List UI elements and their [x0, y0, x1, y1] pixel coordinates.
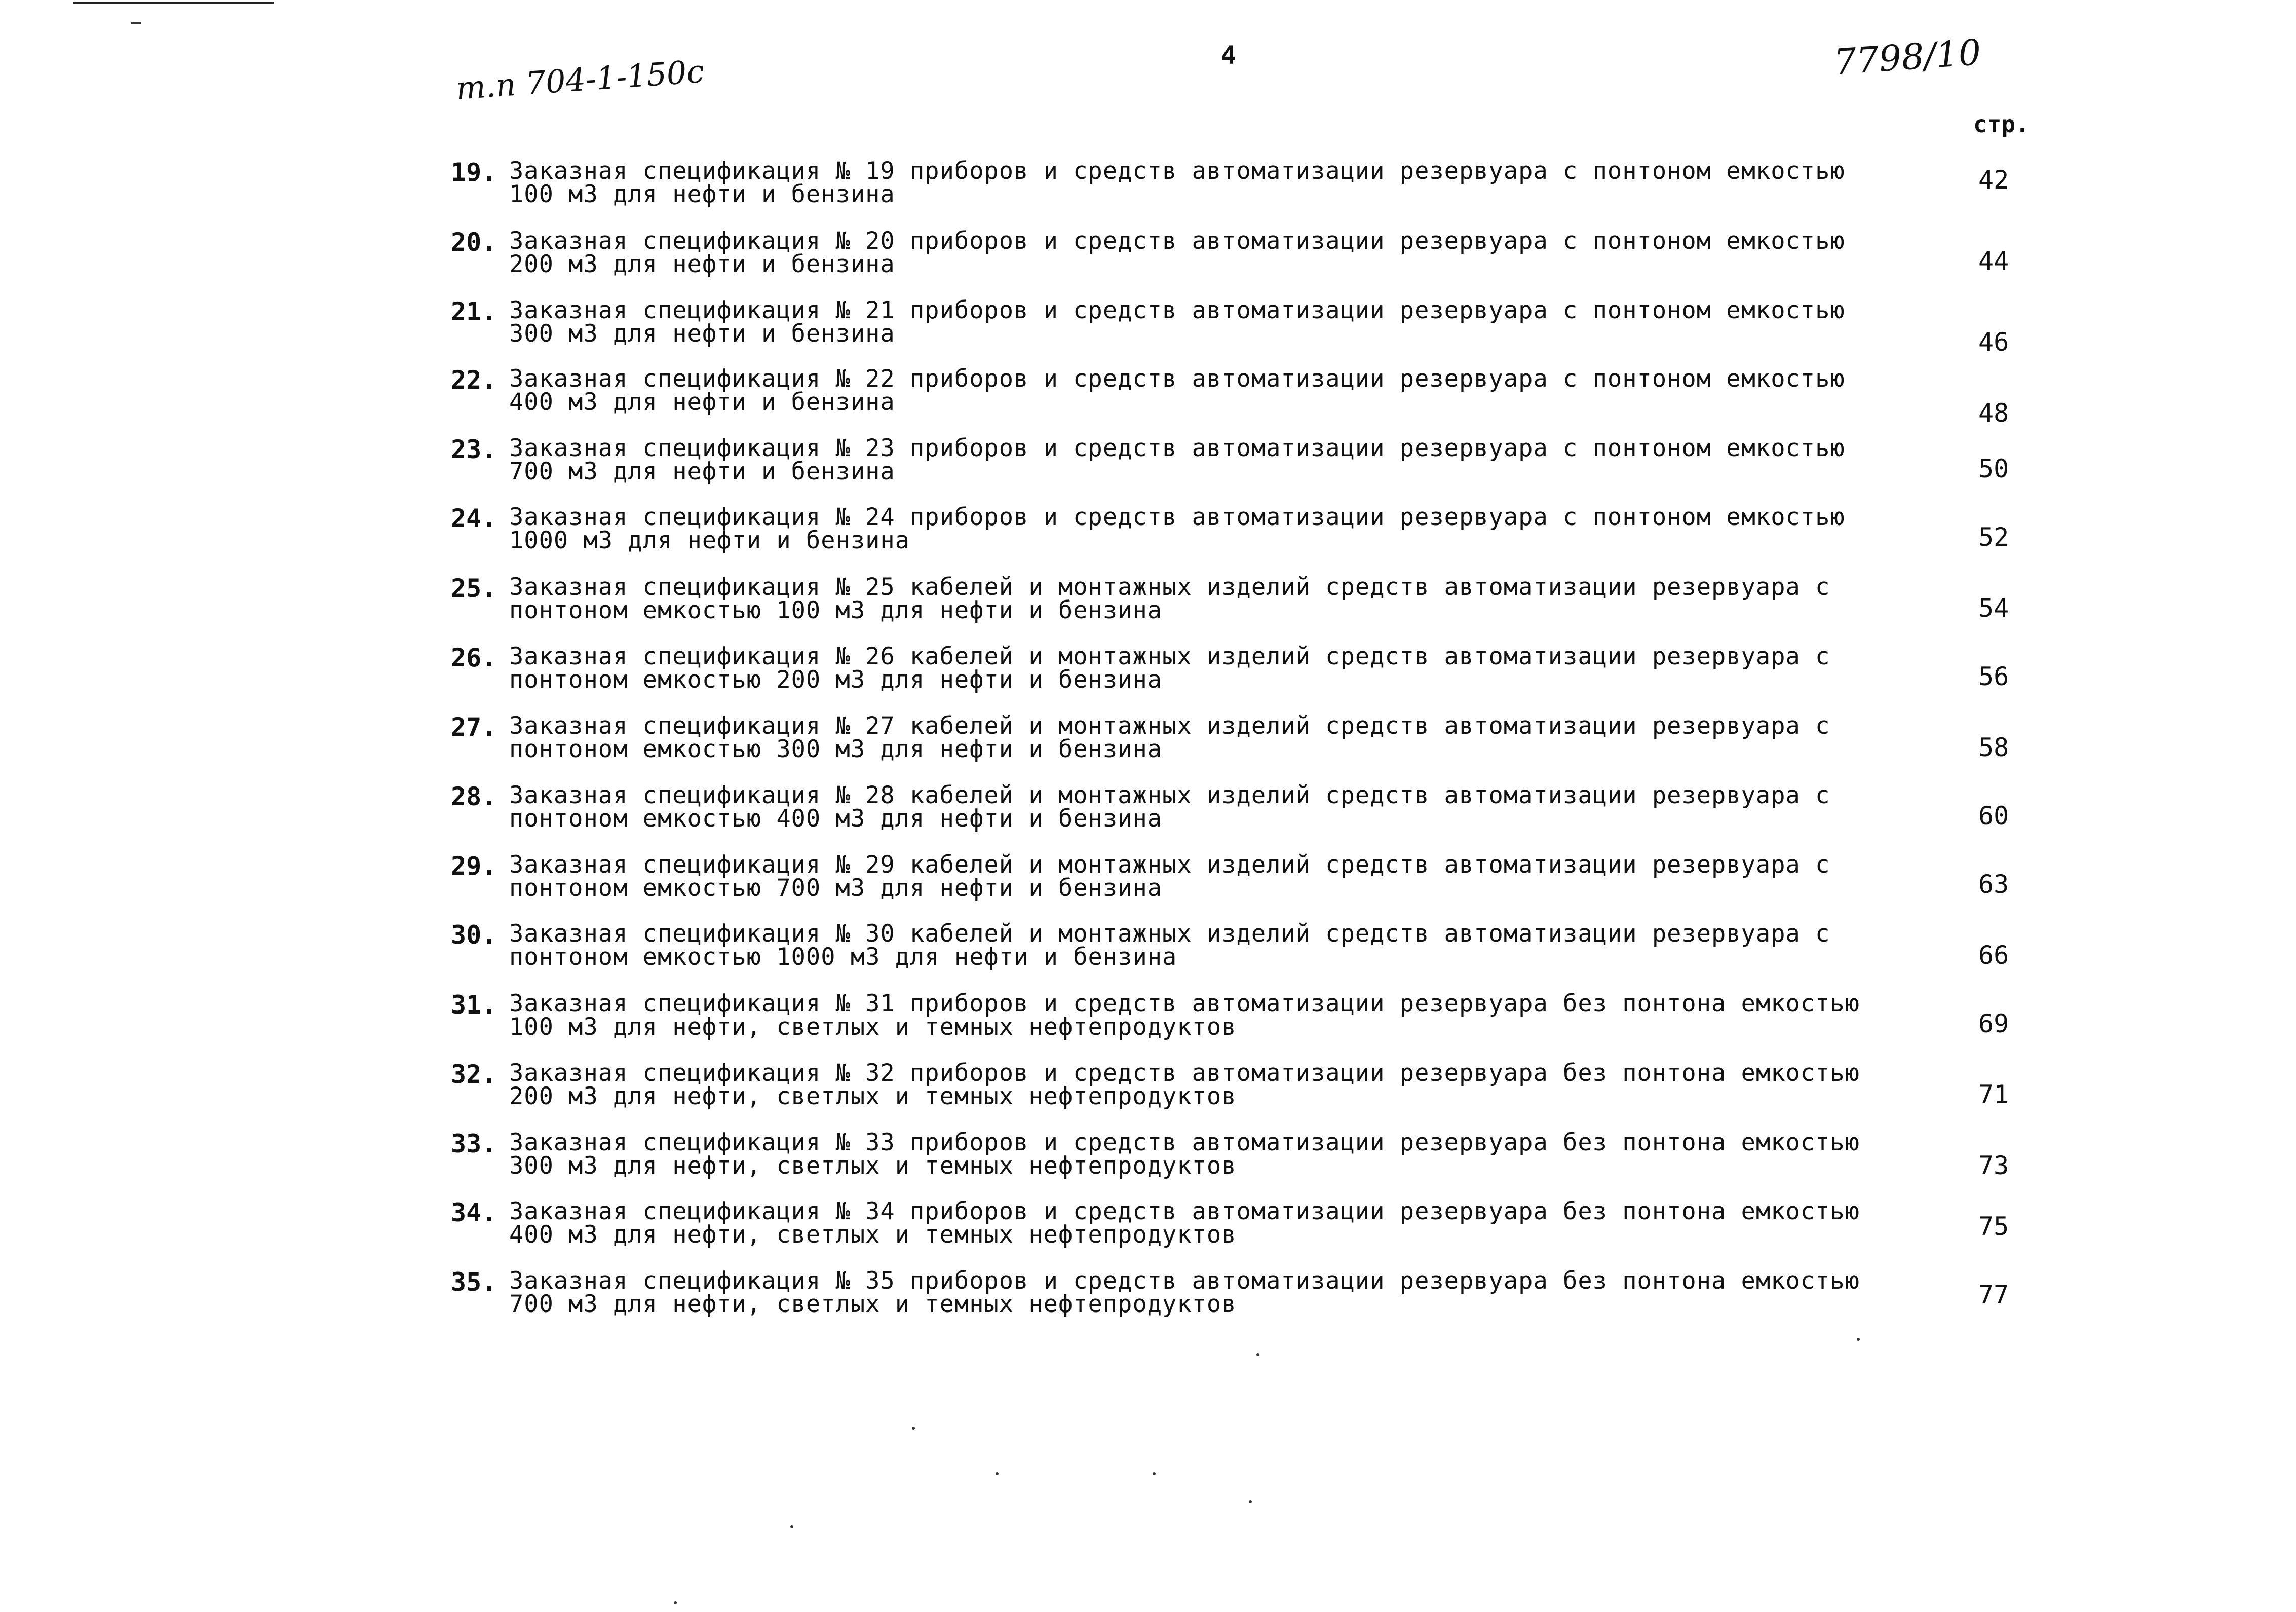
scan-speck [1153, 1472, 1156, 1475]
entry-title-line1: Заказная спецификация № 22 приборов и средств автоматизации резервуара с понтоном емкостью [509, 365, 1845, 393]
handwritten-project-code: т.п 704-1-150с [454, 52, 706, 107]
entry-title [509, 367, 1852, 414]
entry-number: 21. [451, 297, 497, 326]
entry-page-number: 69 [1978, 1009, 2009, 1038]
entry-title-line2: понтоном емкостью 700 м3 для нефти и бензина [509, 874, 1163, 902]
entry-number: 22. [451, 365, 497, 395]
entry-title-line1: Заказная спецификация № 30 кабелей и монтажных изделий средств автоматизации резервуара с [509, 920, 1830, 948]
contents-entry [0, 1059, 2296, 1117]
scan-speck [912, 1427, 915, 1430]
entry-title-line2: понтоном емкостью 100 м3 для нефти и бензина [509, 596, 1163, 624]
contents-entry [0, 157, 2296, 215]
entry-title-line2: 300 м3 для нефти и бензина [509, 320, 895, 348]
contents-entry [0, 503, 2296, 561]
entry-title [509, 503, 1852, 554]
entry-title-line2: 700 м3 для нефти и бензина [509, 458, 895, 485]
entry-title-line2: 100 м3 для нефти и бензина [509, 180, 895, 208]
entry-number: 19. [451, 158, 497, 187]
entry-title [509, 712, 1852, 763]
entry-title [509, 434, 1852, 485]
entry-title-line2: 700 м3 для нефти, светлых и темных нефтепродуктов [509, 1290, 1237, 1318]
contents-entry [0, 1269, 2296, 1325]
entry-number: 29. [451, 851, 497, 881]
entry-page-number: 77 [1978, 1280, 2009, 1309]
contents-entry [0, 365, 2296, 428]
entry-title [509, 1267, 1860, 1318]
entry-title-line1: Заказная спецификация № 33 приборов и средств автоматизации резервуара без понтона емкостью [509, 1129, 1860, 1156]
entry-number: 23. [451, 435, 497, 464]
entry-number: 35. [451, 1267, 497, 1297]
entry-page-number: 75 [1978, 1212, 2009, 1241]
entry-number: 24. [451, 504, 497, 533]
entry-page-number: 54 [1978, 593, 2009, 623]
entry-title-line1: Заказная спецификация № 21 приборов и средств автоматизации резервуара с понтоном емкостью [509, 296, 1845, 324]
entry-title [509, 645, 1852, 692]
entry-title-line2: 200 м3 для нефти и бензина [509, 250, 895, 278]
entry-page-number: 63 [1978, 870, 2009, 899]
entry-page-number: 71 [1978, 1080, 2009, 1109]
entry-page-number: 48 [1978, 398, 2009, 428]
entry-title-line1: Заказная спецификация № 28 кабелей и монтажных изделий средств автоматизации резервуара с [509, 781, 1830, 809]
entry-number: 32. [451, 1060, 497, 1089]
entry-page-number: 58 [1978, 733, 2009, 762]
entry-title-line2: понтоном емкостью 300 м3 для нефти и бензина [509, 735, 1163, 763]
entry-title-line1: Заказная спецификация № 19 приборов и средств автоматизации резервуара с понтоном емкостью [509, 157, 1845, 185]
entry-number: 28. [451, 782, 497, 811]
entry-title [509, 922, 1852, 969]
entry-title-line2: понтоном емкостью 200 м3 для нефти и бензина [509, 666, 1163, 694]
entry-number: 33. [451, 1129, 497, 1158]
entry-title-line1: Заказная спецификация № 27 кабелей и монтажных изделий средств автоматизации резервуара с [509, 712, 1830, 740]
entry-title-line2: 400 м3 для нефти, светлых и темных нефтепродуктов [509, 1221, 1237, 1249]
entry-number: 31. [451, 990, 497, 1020]
entry-title [509, 157, 1852, 208]
contents-entry [0, 712, 2296, 770]
entry-title [509, 296, 1852, 348]
scan-speck [790, 1525, 793, 1528]
entry-title-line1: Заказная спецификация № 32 приборов и средств автоматизации резервуара без понтона емкостью [509, 1059, 1860, 1087]
entry-title-line2: понтоном емкостью 1000 м3 для нефти и бензина [509, 943, 1177, 971]
entry-page-number: 50 [1978, 454, 2009, 483]
entry-title-line1: Заказная спецификация № 26 кабелей и монтажных изделий средств автоматизации резервуара с [509, 643, 1830, 670]
entry-title [509, 227, 1852, 278]
entry-page-number: 56 [1978, 662, 2009, 691]
entry-page-number: 60 [1978, 801, 2009, 831]
entry-number: 27. [451, 713, 497, 742]
contents-entry [0, 227, 2296, 285]
contents-entry [0, 1131, 2296, 1187]
page-number: 4 [1221, 41, 1237, 70]
entry-page-number: 42 [1978, 165, 2009, 195]
page-column-header: стр. [1973, 110, 2030, 138]
entry-title [509, 990, 1860, 1041]
entry-title-line2: 200 м3 для нефти, светлых и темных нефтепродуктов [509, 1082, 1237, 1110]
entry-title-line2: 300 м3 для нефти, светлых и темных нефтепродуктов [509, 1152, 1237, 1180]
entry-page-number: 66 [1978, 941, 2009, 970]
entry-title-line2: 100 м3 для нефти, светлых и темных нефтепродуктов [509, 1013, 1237, 1041]
entry-number: 30. [451, 920, 497, 950]
entry-title [509, 853, 1852, 900]
entry-title-line1: Заказная спецификация № 24 приборов и средств автоматизации резервуара с понтоном емкостью [509, 503, 1845, 531]
entry-title-line1: Заказная спецификация № 20 приборов и средств автоматизации резервуара с понтоном емкостью [509, 227, 1845, 255]
handwritten-archive-number: 7798/10 [1832, 31, 1982, 83]
contents-entry [0, 922, 2296, 978]
entry-title-line1: Заказная спецификация № 25 кабелей и монтажных изделий средств автоматизации резервуара с [509, 573, 1830, 601]
contents-entry [0, 992, 2296, 1048]
entry-title-line2: понтоном емкостью 400 м3 для нефти и бензина [509, 805, 1163, 833]
contents-entry [0, 645, 2296, 701]
entry-number: 25. [451, 574, 497, 603]
entry-title [509, 1059, 1860, 1110]
scan-speck [1256, 1353, 1259, 1356]
scan-speck [674, 1601, 677, 1604]
entry-page-number: 73 [1978, 1151, 2009, 1180]
scan-speck [996, 1472, 999, 1475]
entry-page-number: 46 [1978, 327, 2009, 357]
entry-page-number: 52 [1978, 522, 2009, 552]
contents-entry [0, 573, 2296, 631]
entry-title-line2: 400 м3 для нефти и бензина [509, 388, 895, 416]
entry-title [509, 1197, 1860, 1249]
contents-entry [0, 296, 2296, 357]
entry-title [509, 573, 1852, 624]
entry-title [509, 1129, 1860, 1180]
entry-title-line1: Заказная спецификация № 35 приборов и средств автоматизации резервуара без понтона емкостью [509, 1267, 1860, 1295]
entry-number: 34. [451, 1198, 497, 1227]
contents-entry [0, 434, 2296, 493]
contents-entry [0, 1197, 2296, 1256]
entry-title-line1: Заказная спецификация № 23 приборов и средств автоматизации резервуара с понтоном емкостью [509, 434, 1845, 462]
entry-title-line1: Заказная спецификация № 29 кабелей и монтажных изделий средств автоматизации резервуара с [509, 851, 1830, 879]
scan-speck [1857, 1338, 1860, 1341]
entry-number: 26. [451, 643, 497, 672]
contents-entry [0, 781, 2296, 840]
contents-entry [0, 853, 2296, 909]
entry-page-number: 44 [1978, 246, 2009, 276]
entry-title [509, 781, 1852, 833]
entry-title-line1: Заказная спецификация № 34 приборов и средств автоматизации резервуара без понтона емкостью [509, 1197, 1860, 1225]
entry-title-line2: 1000 м3 для нефти и бензина [509, 527, 910, 554]
entry-title-line1: Заказная спецификация № 31 приборов и средств автоматизации резервуара без понтона емкостью [509, 990, 1860, 1018]
entry-number: 20. [451, 228, 497, 257]
scan-speck [1249, 1500, 1252, 1503]
